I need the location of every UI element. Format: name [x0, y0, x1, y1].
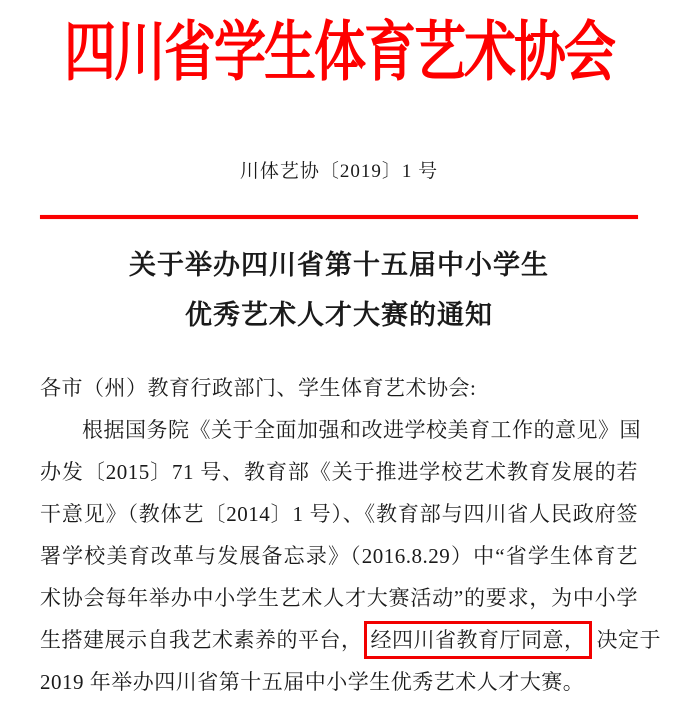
- salutation-line: 各市（州）教育行政部门、学生体育艺术协会:: [40, 376, 477, 400]
- notice-title: [40, 240, 638, 340]
- body-line-5: 术协会每年举办中小学生艺术人才大赛活动”的要求，为中小学: [40, 586, 638, 610]
- red-highlight-box: 经四川省教育厅同意，: [364, 621, 592, 659]
- document-number: 川体艺协〔2019〕1 号: [239, 161, 439, 182]
- body-line-1: 根据国务院《关于全面加强和改进学校美育工作的意见》国: [82, 418, 641, 442]
- letterhead-org-title: 四川省学生体育艺术协会: [63, 17, 614, 90]
- body-line-6-post: 决定于: [596, 628, 661, 652]
- notice-body: [40, 367, 661, 703]
- body-line-6: [40, 619, 661, 661]
- notice-title-line1: 关于举办四川省第十五届中小学生: [129, 250, 549, 280]
- red-divider-line: [40, 215, 638, 219]
- body-line-3: 干意见》（教体艺〔2014〕1 号）、《教育部与四川省人民政府签: [40, 502, 638, 526]
- body-line-6-pre: 生搭建展示自我艺术素养的平台，: [40, 628, 363, 652]
- notice-title-line2: 优秀艺术人才大赛的通知: [185, 300, 493, 330]
- body-line-2: 办发〔2015〕71 号、教育部《关于推进学校艺术教育发展的若: [40, 460, 638, 484]
- body-line-7: 2019 年举办四川省第十五届中小学生优秀艺术人才大赛。: [40, 670, 585, 694]
- body-line-4: 署学校美育改革与发展备忘录》（2016.8.29）中“省学生体育艺: [40, 544, 638, 568]
